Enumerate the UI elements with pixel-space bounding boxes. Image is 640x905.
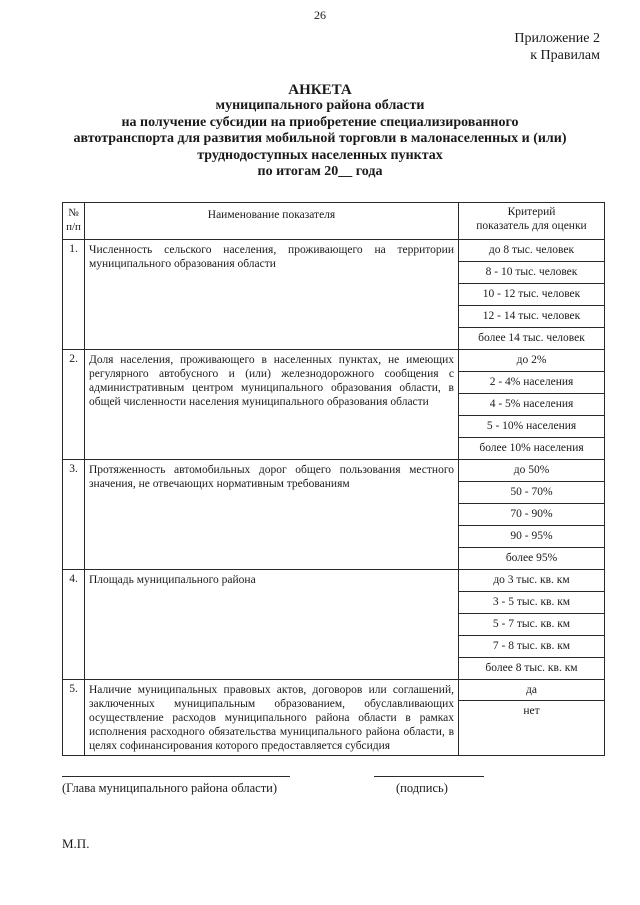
title-line-5: труднодоступных населенных пунктах — [197, 147, 443, 163]
table-header-row — [63, 203, 605, 240]
title-line-1: АНКЕТА — [288, 82, 352, 98]
criterion-option: 50 - 70% — [459, 482, 604, 504]
document-title — [40, 82, 600, 180]
criterion-option: да — [459, 680, 604, 701]
table-row — [63, 240, 605, 350]
questionnaire-table — [62, 202, 605, 756]
indicator-name: Протяженность автомобильных дорог общего пользования местного значения, не отвечающих нормативным требованиям — [85, 460, 459, 570]
title-line-3: на получение субсидии на приобретение специализированного — [121, 114, 519, 130]
title-line-6: по итогам 20__ года — [257, 164, 383, 180]
criterion-option: 3 - 5 тыс. кв. км — [459, 592, 604, 614]
criteria-cell — [459, 350, 605, 460]
row-number: 4. — [63, 570, 85, 680]
criterion-option: более 14 тыс. человек — [478, 332, 585, 344]
head-caption: (Глава муниципального района области) — [62, 781, 278, 795]
criterion-option: более 8 тыс. кв. км — [485, 662, 578, 674]
criterion-option: 5 - 7 тыс. кв. км — [459, 614, 604, 636]
criterion-option: 5 - 10% населения — [459, 416, 604, 438]
stamp-placeholder: М.П. — [62, 836, 90, 851]
table-row — [63, 460, 605, 570]
criterion-option: 8 - 10 тыс. человек — [459, 262, 604, 284]
header-number-line-1: № — [68, 207, 79, 219]
criterion-option: 7 - 8 тыс. кв. км — [459, 636, 604, 658]
indicator-name: Площадь муниципального района — [85, 570, 459, 680]
appendix-line-2: к Правилам — [530, 48, 600, 63]
page-number: 26 — [314, 8, 326, 22]
header-criterion — [459, 203, 605, 240]
row-number: 1. — [63, 240, 85, 350]
criterion-option: 4 - 5% населения — [459, 394, 604, 416]
header-criterion-line-2: показатель для оценки — [476, 220, 587, 232]
criterion-option: 10 - 12 тыс. человек — [459, 284, 604, 306]
criterion-option: более 10% населения — [479, 442, 584, 454]
criterion-option: до 8 тыс. человек — [459, 240, 604, 262]
criterion-option: 2 - 4% населения — [459, 372, 604, 394]
row-number: 5. — [63, 680, 85, 756]
criterion-option: нет — [523, 705, 540, 717]
criterion-option: до 3 тыс. кв. км — [459, 570, 604, 592]
criterion-option: 70 - 90% — [459, 504, 604, 526]
row-number: 2. — [63, 350, 85, 460]
row-number: 3. — [63, 460, 85, 570]
appendix-line-1: Приложение 2 — [514, 31, 600, 46]
header-criterion-line-1: Критерий — [507, 206, 556, 218]
criteria-cell — [459, 680, 605, 756]
title-line-2: муниципального района области — [215, 98, 425, 114]
header-number — [63, 203, 85, 240]
indicator-name: Наличие муниципальных правовых актов, договоров или соглашений, заключенных муниципальным образованием, обуславливающих осуществление расходов муниципального района области в рамках исполнения расходного обязательства муниципального района области, в целях софинансирования которого предоставляется субсидия — [85, 680, 459, 756]
head-signature-line[interactable] — [62, 776, 290, 777]
signature-line[interactable] — [374, 776, 484, 777]
criterion-option: 90 - 95% — [459, 526, 604, 548]
criterion-option: более 95% — [505, 552, 558, 564]
criteria-cell — [459, 570, 605, 680]
criterion-option: до 2% — [459, 350, 604, 372]
signature-caption: (подпись) — [396, 781, 448, 795]
indicator-name: Численность сельского населения, проживающего на территории муниципального образования области — [85, 240, 459, 350]
indicator-name: Доля населения, проживающего в населенных пунктах, не имеющих регулярного автобусного и (или) железнодорожного сообщения с административным центром муниципального образования области, в общей численности населения муниципального образования области — [85, 350, 459, 460]
title-line-4: автотранспорта для развития мобильной торговли в малонаселенных и (или) — [73, 131, 567, 147]
criterion-option: до 50% — [459, 460, 604, 482]
criteria-cell — [459, 460, 605, 570]
table-row — [63, 570, 605, 680]
appendix-reference — [514, 30, 600, 64]
criteria-cell — [459, 240, 605, 350]
table-row — [63, 680, 605, 756]
header-number-line-2: п/п — [66, 221, 81, 233]
header-indicator-name: Наименование показателя — [85, 203, 459, 240]
criterion-option: 12 - 14 тыс. человек — [459, 306, 604, 328]
table-row — [63, 350, 605, 460]
